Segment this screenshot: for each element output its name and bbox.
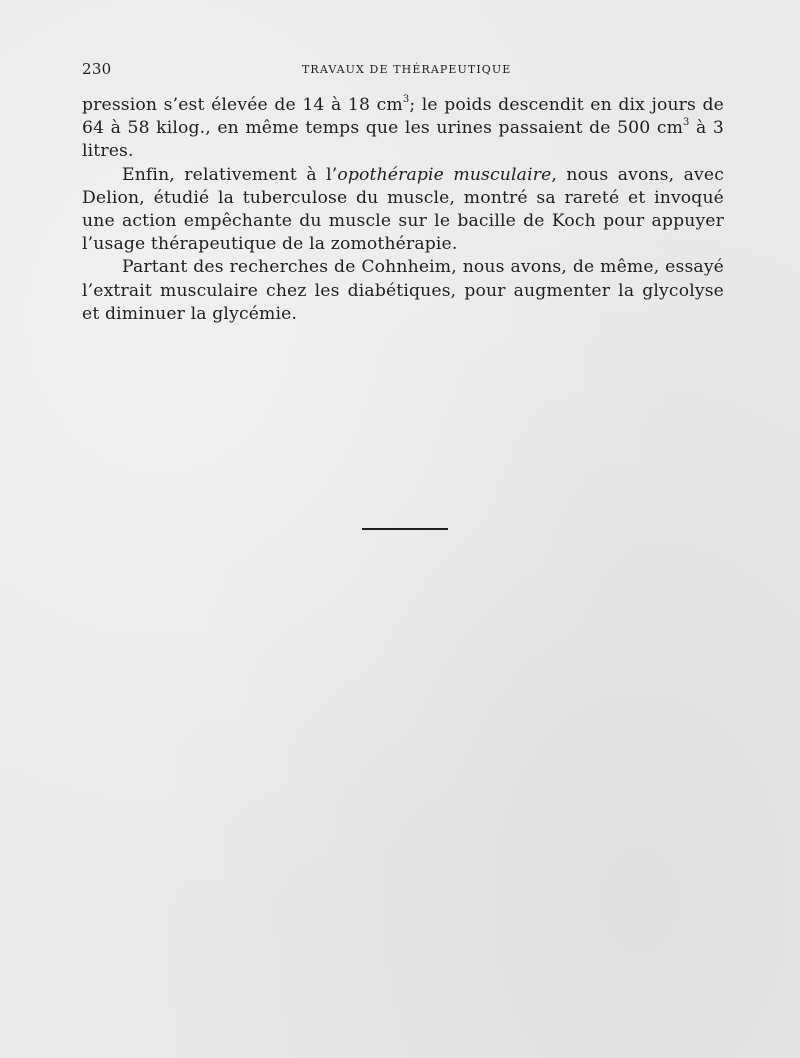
paragraph-1-text-c: à 3 litres. [82,118,724,162]
running-head [82,60,724,80]
paragraph-1-text-a: pression s’est élevée de 14 à 18 cm [82,95,403,115]
paragraph-3: Partant des recherches de Cohnheim, nous avons, de même, essayé l’extrait musculaire chez les diabétiques, pour augmenter la glycolyse et diminuer la glycémie. [82,257,724,324]
paragraph-2-text-a: Enfin, relativement à l’ [122,164,338,185]
running-title: TRAVAUX DE THÉRAPEUTIQUE [302,63,512,76]
paragraph-2 [82,164,724,257]
paragraph-2-text-b: , nous avons, avec Delion, étudié la tuberculose du muscle, montré sa rareté et invoqué une action empêchante du muscle sur le bacille de Koch pour appuyer l’usage thérapeutique de la zomothérapie. [82,164,724,255]
page-number: 230 [82,60,112,78]
paragraph-1-text-b: ; le poids descendit en dix jours de 64 à 58 kilog., en même temps que les urines passaient de 500 cm [82,95,724,139]
section-end-rule [362,528,448,530]
paragraph-1 [82,94,724,164]
superscript-cube: 3 [402,94,410,106]
paragraph-2-italic: opothérapie musculaire [337,164,552,185]
superscript-cube: 3 [683,117,690,129]
body-text [82,94,724,326]
